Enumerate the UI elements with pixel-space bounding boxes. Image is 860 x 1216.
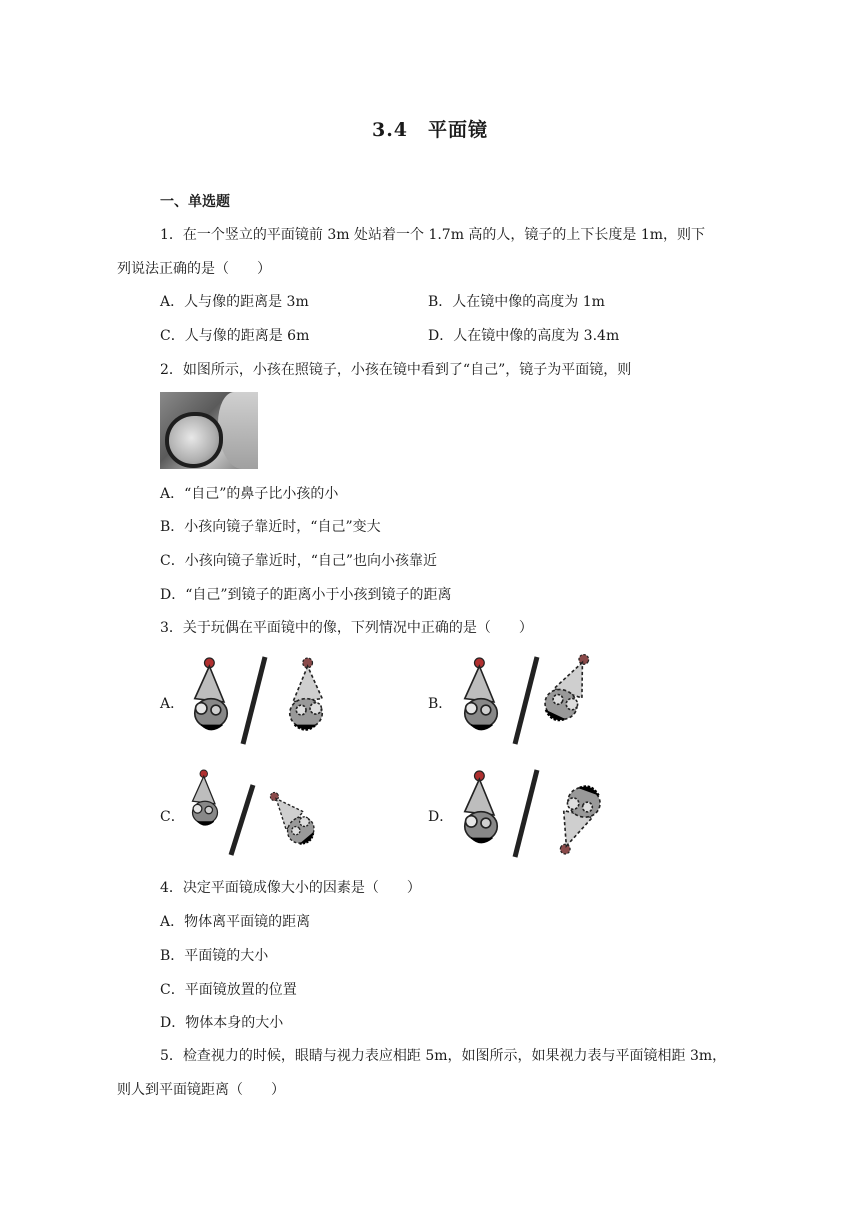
q1-option-b: B．人在镜中像的高度为 1m [428, 294, 605, 310]
question-1-stem: 1．在一个竖立的平面镜前 3m 处站着一个 1.7m 高的人，镜子的上下长度是 1m，则下 [160, 227, 706, 243]
question-1-stem-cont: 列说法正确的是（ ） [117, 261, 271, 277]
mirror-shape [165, 412, 223, 468]
q3-option-a-label: A． [160, 696, 185, 712]
page-title: 3.4 平面镜 [371, 119, 489, 141]
q2-option-d: D．“自己”到镜子的距离小于小孩到镜子的距离 [160, 587, 452, 603]
q2-option-b: B．小孩向镜子靠近时，“自己”变大 [160, 519, 381, 535]
q3-option-b-label: B． [428, 696, 453, 712]
q3-option-c-figure [185, 765, 315, 860]
q4-option-d: D．物体本身的大小 [160, 1015, 284, 1031]
child-mirror-photo [160, 392, 258, 469]
q4-option-a: A．物体离平面镜的距离 [160, 914, 311, 930]
q1-option-d: D．人在镜中像的高度为 3.4m [428, 328, 620, 344]
question-2-stem: 2．如图所示，小孩在照镜子，小孩在镜中看到了“自己”，镜子为平面镜，则 [160, 362, 632, 378]
question-3-stem: 3．关于玩偶在平面镜中的像，下列情况中正确的是（ ） [160, 620, 533, 636]
question-5-stem: 5．检查视力的时候，眼睛与视力表应相距 5m，如图所示，如果视力表与平面镜相距 3m， [160, 1048, 727, 1064]
q3-option-d-label: D． [428, 809, 454, 825]
q3-option-d-figure [455, 765, 635, 860]
q2-option-a: A．“自己”的鼻子比小孩的小 [160, 486, 339, 502]
section-heading: 一、单选题 [160, 194, 230, 210]
q2-option-c: C．小孩向镜子靠近时，“自己”也向小孩靠近 [160, 553, 438, 569]
q3-option-c-label: C． [160, 809, 185, 825]
q1-option-a: A．人与像的距离是 3m [160, 294, 309, 310]
q1-option-c: C．人与像的距离是 6m [160, 328, 310, 344]
q4-option-c: C．平面镜放置的位置 [160, 982, 297, 998]
q3-option-b-figure [455, 652, 625, 747]
q3-option-a-figure [185, 652, 345, 747]
hand-shape [218, 392, 258, 469]
question-5-stem-cont: 则人到平面镜距离（ ） [117, 1082, 285, 1098]
question-4-stem: 4．决定平面镜成像大小的因素是（ ） [160, 880, 421, 896]
q4-option-b: B．平面镜的大小 [160, 948, 269, 964]
